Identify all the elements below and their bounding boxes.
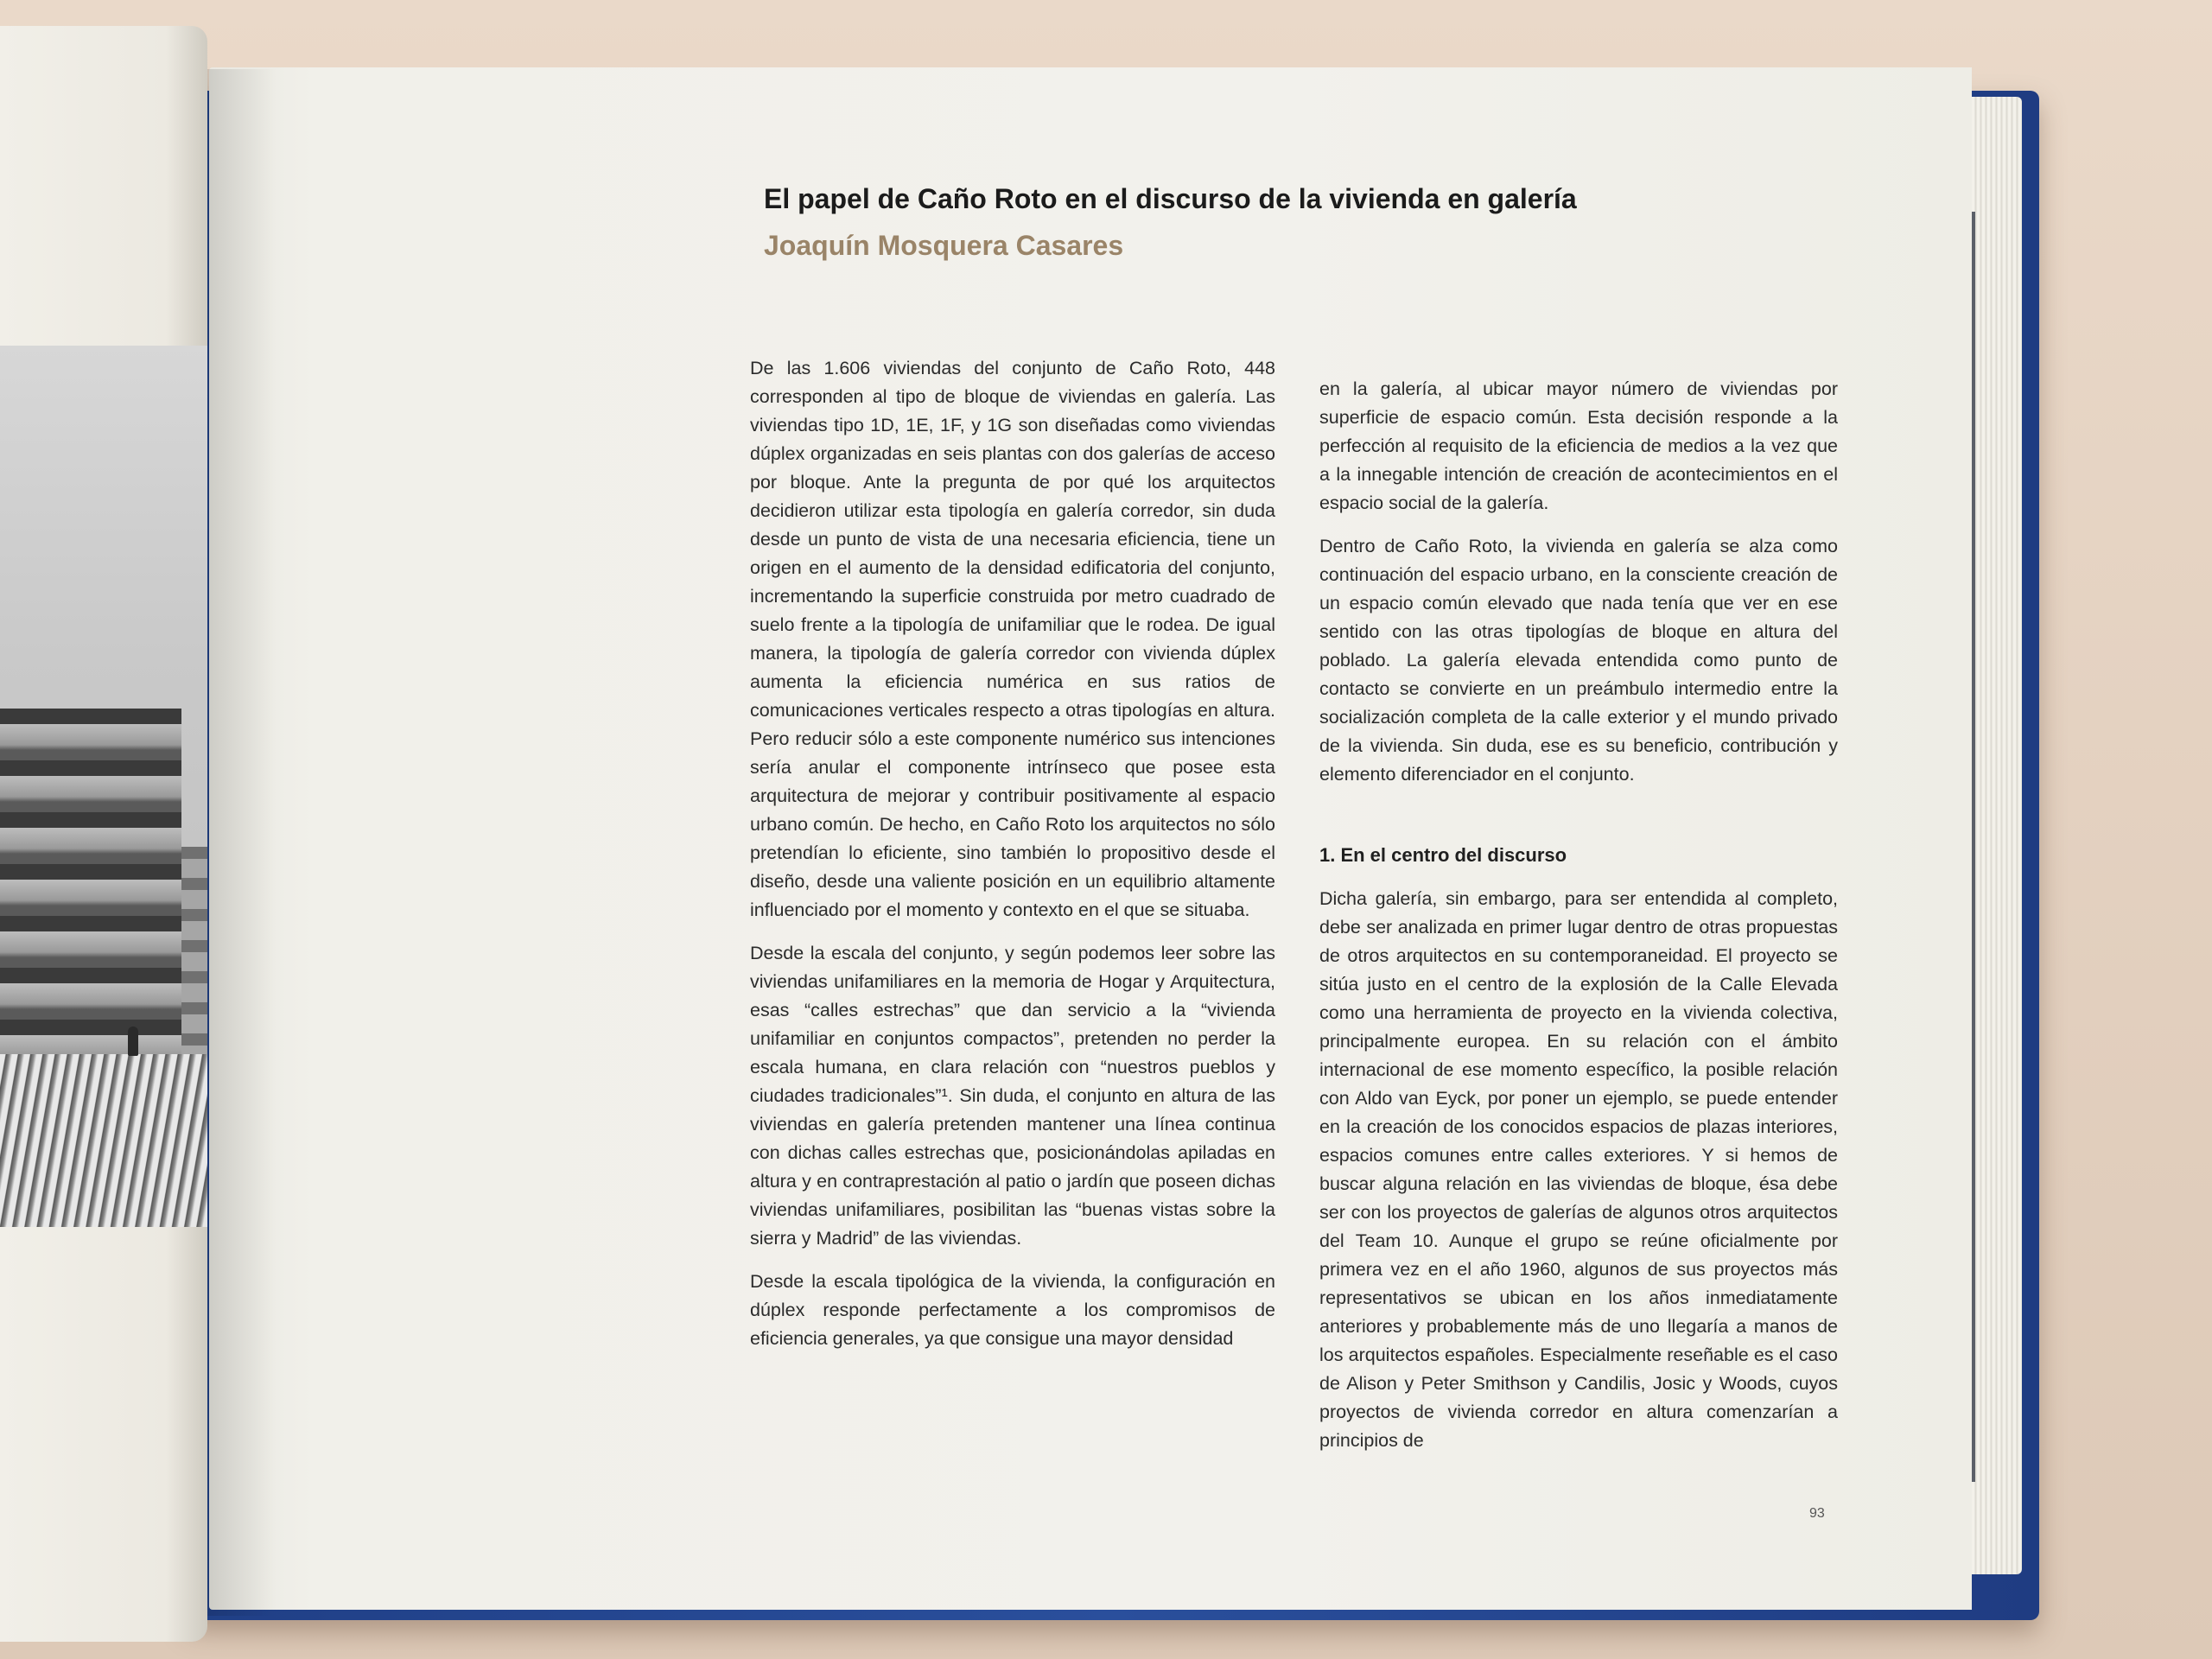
article-author: Joaquín Mosquera Casares [764,230,1124,261]
gutter-shadow [207,69,276,1616]
photo-person-figure [128,1027,138,1056]
paragraph: Desde la escala del conjunto, y según podemos leer sobre las viviendas unifamiliares en la memoria de Hogar y Arquitectura, esas “calles estrechas” que dan servicio a la “vivienda unifamiliar en conjuntos compactos”, pretenden no perder la escala humana, en clara relación con “nuestros pueblos y ciudades tradicionales”¹. Sin duda, el conjunto en altura de las viviendas en galería pretenden mantener una línea continua con dichas calles estrechas que, posicionándolas apiladas en altura y en contraprestación al patio o jardín que poseen dichas viviendas unifamiliares, posibilitan las “buenas vistas sobre la sierra y Madrid” de las viviendas. [750,943,1275,1249]
text-column-right [1319,375,1838,1470]
paragraph: De las 1.606 viviendas del conjunto de Caño Roto, 448 corresponden al tipo de bloque de viviendas en galería. Las viviendas tipo 1D, 1E, 1F, y 1G son diseñadas como viviendas dúplex organizadas en seis plantas con dos galerías de acceso por bloque. Ante la pregunta de por qué los arquitectos decidieron utilizar esta tipología en galería corredor, sin duda desde un punto de vista de una necesaria eficiencia, tiene un origen en el aumento de la densidad edificatoria del conjunto, incrementando la superficie construida por metro cuadrado de suelo frente a la tipología de unifamiliar que le rodea. De igual manera, la tipología de galería corredor con vivienda dúplex aumenta la eficiencia numérica en sus ratios de comunicaciones verticales respecto a otras tipologías en altura. Pero reducir sólo a este componente numérico sus intenciones sería anular el componente intrínseco que posee esta arquitectura de mejorar y contribuir positivamente al espacio urbano común. De hecho, en Caño Roto los arquitectos no sólo pretendían lo eficiente, sino también lo propositivo desde el diseño, desde una valiente posición en un equilibrio altamente influenciado por el momento y contexto en el que se situaba. [750,358,1275,920]
page-number: 93 [1809,1506,1825,1521]
paragraph: Dentro de Caño Roto, la vivienda en galería se alza como continuación del espacio urbano, en la consciente creación de un espacio común elevado que nada tenía que ver en ese sentido con las otras tipologías de bloque en altura del poblado. La galería elevada entendida como punto de contacto se convierte en un preámbulo intermedio entre la socialización completa de la calle exterior y el mundo privado de la vivienda. Sin duda, ese es su beneficio, contribución y elemento diferenciador en el conjunto. [1319,536,1838,785]
section-heading: 1. En el centro del discurso [1319,844,1567,866]
photo-ground-grass [0,1054,207,1227]
left-page [0,26,207,1642]
building-photo [0,346,207,1227]
article-title: El papel de Caño Roto en el discurso de la vivienda en galería [764,183,1577,214]
paragraph: Desde la escala tipológica de la vivienda, la configuración en dúplex responde perfectamente a los compromisos de eficiencia generales, ya que consigue una mayor densidad [750,1271,1275,1349]
photo-building-facade [0,709,181,1071]
photo-building-block [181,847,207,1071]
paragraph: en la galería, al ubicar mayor número de viviendas por superficie de espacio común. Esta decisión responde a la perfección al requisito de la eficiencia de medios a la vez que a la innegable intención de creación de acontecimientos en el espacio social de la galería. [1319,378,1838,513]
paragraph: Dicha galería, sin embargo, para ser entendida al completo, debe ser analizada en primer lugar dentro de otras propuestas de otros arquitectos en su contemporaneidad. El proyecto se sitúa justo en el centro de la explosión de la Calle Elevada como una herramienta de proyecto en la vivienda colectiva, principalmente europea. En su relación con el ámbito internacional de ese momento específico, la posible relación con Aldo van Eyck, por poner un ejemplo, se puede entender en la creación de los conocidos espacios de plazas interiores, espacios comunes entre calles exteriores. Y si hemos de buscar alguna relación en las viviendas de bloque, ésa debe ser con los proyectos de galerías de algunos otros arquitectos del Team 10. Aunque el grupo se reúne oficialmente por primera vez en el año 1960, algunos de sus proyectos más representativos se ubican en los años inmediatamente anteriores y probablemente más de uno llegaría a manos de los arquitectos españoles. Especialmente reseñable es el caso de Alison y Peter Smithson y Candilis, Josic y Woods, cuyos proyectos de vivienda corredor en altura comenzarían a principios de [1319,888,1838,1451]
text-column-left [750,354,1275,1368]
